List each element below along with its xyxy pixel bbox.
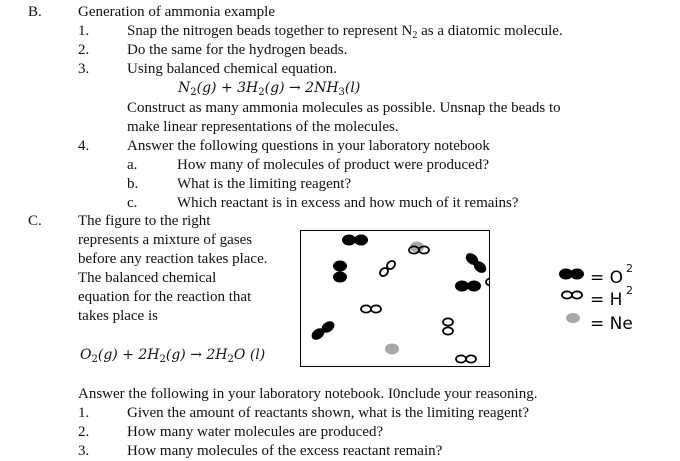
o2-molecule xyxy=(342,235,368,246)
water-equation: $O_2(g) + 2H_2(g) \to 2H_2O$ (l) xyxy=(80,347,266,365)
question-text: Given the amount of reactants shown, what is the limiting reagent? xyxy=(127,405,529,421)
question-number: 1. xyxy=(78,405,90,421)
construct-text-line1: Construct as many ammonia molecules as possible. Unsnap the beads to xyxy=(127,100,561,116)
legend-h2-sub: 2 xyxy=(626,284,633,297)
legend-h2-label: = H xyxy=(590,290,623,310)
h2-molecule xyxy=(443,318,453,334)
molecules-layer xyxy=(300,230,490,368)
item-text: Answer the following questions in your laboratory notebook xyxy=(127,138,490,154)
item-text: Do the same for the hydrogen beads. xyxy=(127,42,348,58)
h2-molecule xyxy=(361,305,381,312)
o2-molecule xyxy=(463,251,488,276)
item-text: Snap the nitrogen beads together to represent $N_2$ as a diatomic molecule. xyxy=(127,23,563,41)
item-number: 1. xyxy=(78,23,90,39)
subitem-letter: a. xyxy=(127,157,138,173)
intro-line: equation for the reaction that xyxy=(78,289,252,305)
legend-o2-label: = O xyxy=(590,268,624,288)
h2-molecule xyxy=(456,355,476,362)
answer-intro: Answer the following in your laboratory notebook. I0nclude your reasoning. xyxy=(78,386,538,402)
ammonia-equation: $N_2(g) + 3H_2(g) \to 2NH_3(l)$ xyxy=(178,80,361,98)
section-c-label: C. xyxy=(28,213,42,229)
ne-atom xyxy=(385,344,399,355)
intro-line: The balanced chemical xyxy=(78,270,217,286)
item-number: 3. xyxy=(78,61,90,77)
item-number: 2. xyxy=(78,42,90,58)
section-b-title: Generation of ammonia example xyxy=(78,4,276,20)
h2-molecule xyxy=(378,259,396,277)
question-text: How many molecules of the excess reactant remain? xyxy=(127,443,443,459)
subitem-letter: b. xyxy=(127,176,139,192)
subitem-text: What is the limiting reagent? xyxy=(177,176,352,192)
question-text: How many water molecules are produced? xyxy=(127,424,384,440)
intro-line: represents a mixture of gases xyxy=(78,232,253,248)
h2-icon xyxy=(562,291,582,298)
h2-molecule xyxy=(486,278,490,285)
subitem-text: Which reactant is in excess and how much of it remains? xyxy=(177,195,519,211)
legend-ne-label: = Ne xyxy=(590,314,633,334)
o2-icon xyxy=(559,269,584,280)
item-text: Using balanced chemical equation. xyxy=(127,61,337,77)
question-number: 2. xyxy=(78,424,90,440)
item-number: 4. xyxy=(78,138,90,154)
legend-o2-sub: 2 xyxy=(626,262,633,275)
o2-molecule xyxy=(309,319,336,342)
ne-icon xyxy=(566,313,580,323)
question-number: 3. xyxy=(78,443,90,459)
intro-line: The figure to the right xyxy=(78,213,211,229)
o2-molecule xyxy=(455,281,481,292)
subitem-text: How many of molecules of product were produced? xyxy=(177,157,489,173)
intro-line: before any reaction takes place. xyxy=(78,251,268,267)
o2-molecule xyxy=(333,261,347,283)
construct-text-line2: make linear representations of the molecules. xyxy=(127,119,399,135)
subitem-letter: c. xyxy=(127,195,138,211)
section-b-label: B. xyxy=(28,4,42,20)
intro-line: takes place is xyxy=(78,308,158,324)
